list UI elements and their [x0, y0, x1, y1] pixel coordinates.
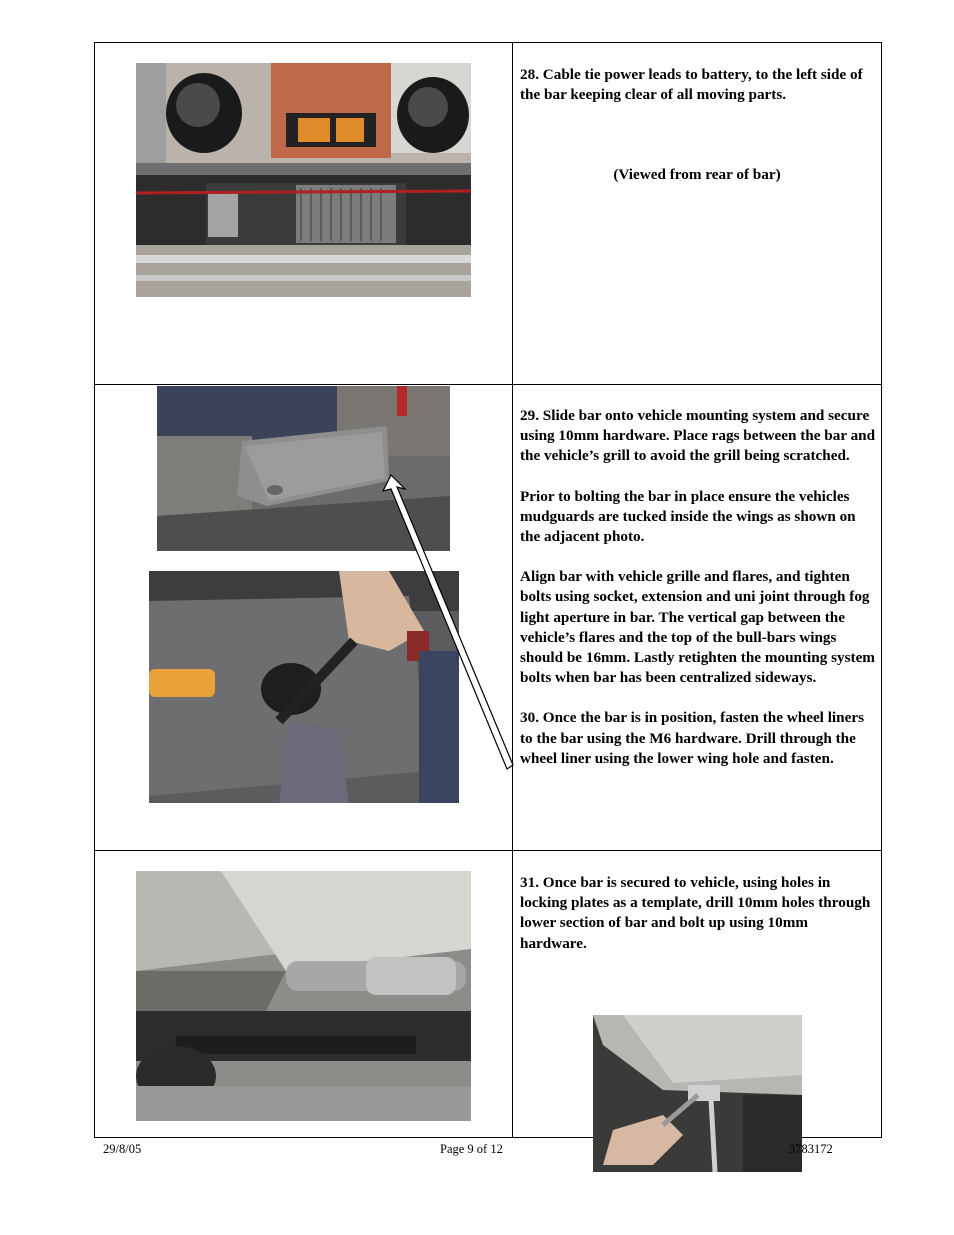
photo-cell-step-28 [95, 43, 513, 384]
step-28-text: 28. Cable tie power leads to battery, to the left side of the bar keeping clear of all moving parts. [520, 66, 863, 104]
text-cell-step-28 [513, 43, 881, 384]
text-cell-step-29 [513, 385, 881, 850]
photo-cell-step-29 [95, 385, 513, 850]
tightening-bolts-photo [149, 571, 459, 803]
step-30-text: 30. Once the bar is in position, fasten the wheel liners to the bar using the M6 hardware. Drill through the wheel liner using the lower wing hole and fasten. [520, 709, 864, 767]
mudguard-tucked-photo [157, 386, 450, 551]
text-cell-step-31 [513, 851, 881, 1138]
footer-part-code: 3783172 [789, 1142, 833, 1156]
footer-date: 29/8/05 [103, 1142, 142, 1156]
photo-cell-step-31 [95, 851, 513, 1138]
step-28-view-note: (Viewed from rear of bar) [613, 166, 781, 183]
drilling-locking-plate-photo [136, 871, 471, 1121]
footer-page-number: Page 9 of 12 [440, 1142, 503, 1156]
step-29-paragraph-2: Prior to bolting the bar in place ensure the vehicles mudguards are tucked inside the wings as shown on the adjacent photo. [520, 487, 856, 546]
step-29-paragraph-1: 29. Slide bar onto vehicle mounting system and secure using 10mm hardware. Place rags between the bar and the vehicle’s grill to avoid the grill being scratched. [520, 407, 876, 465]
step-29-instructions [520, 406, 876, 769]
step-31-text: 31. Once bar is secured to vehicle, using holes in locking plates as a template, drill 10mm holes through lower section of bar and bolt up using 10mm hardware. [520, 874, 871, 952]
bolting-locking-plate-photo [593, 1015, 802, 1172]
table-row-step-28 [95, 43, 881, 385]
table-row-step-31 [95, 851, 881, 1138]
step-29-paragraph-3: Align bar with vehicle grille and flares, and tighten bolts using socket, extension and uni joint through fog light aperture in bar. The vertical gap between the vehicle’s flares and the top of the bull-bars wings should be 16mm. Lastly retighten the mounting system bolts when bar has been centralized sideways. [520, 568, 875, 687]
table-row-step-29 [95, 385, 881, 851]
instruction-table [94, 42, 882, 1138]
winch-rear-photo [136, 63, 471, 297]
